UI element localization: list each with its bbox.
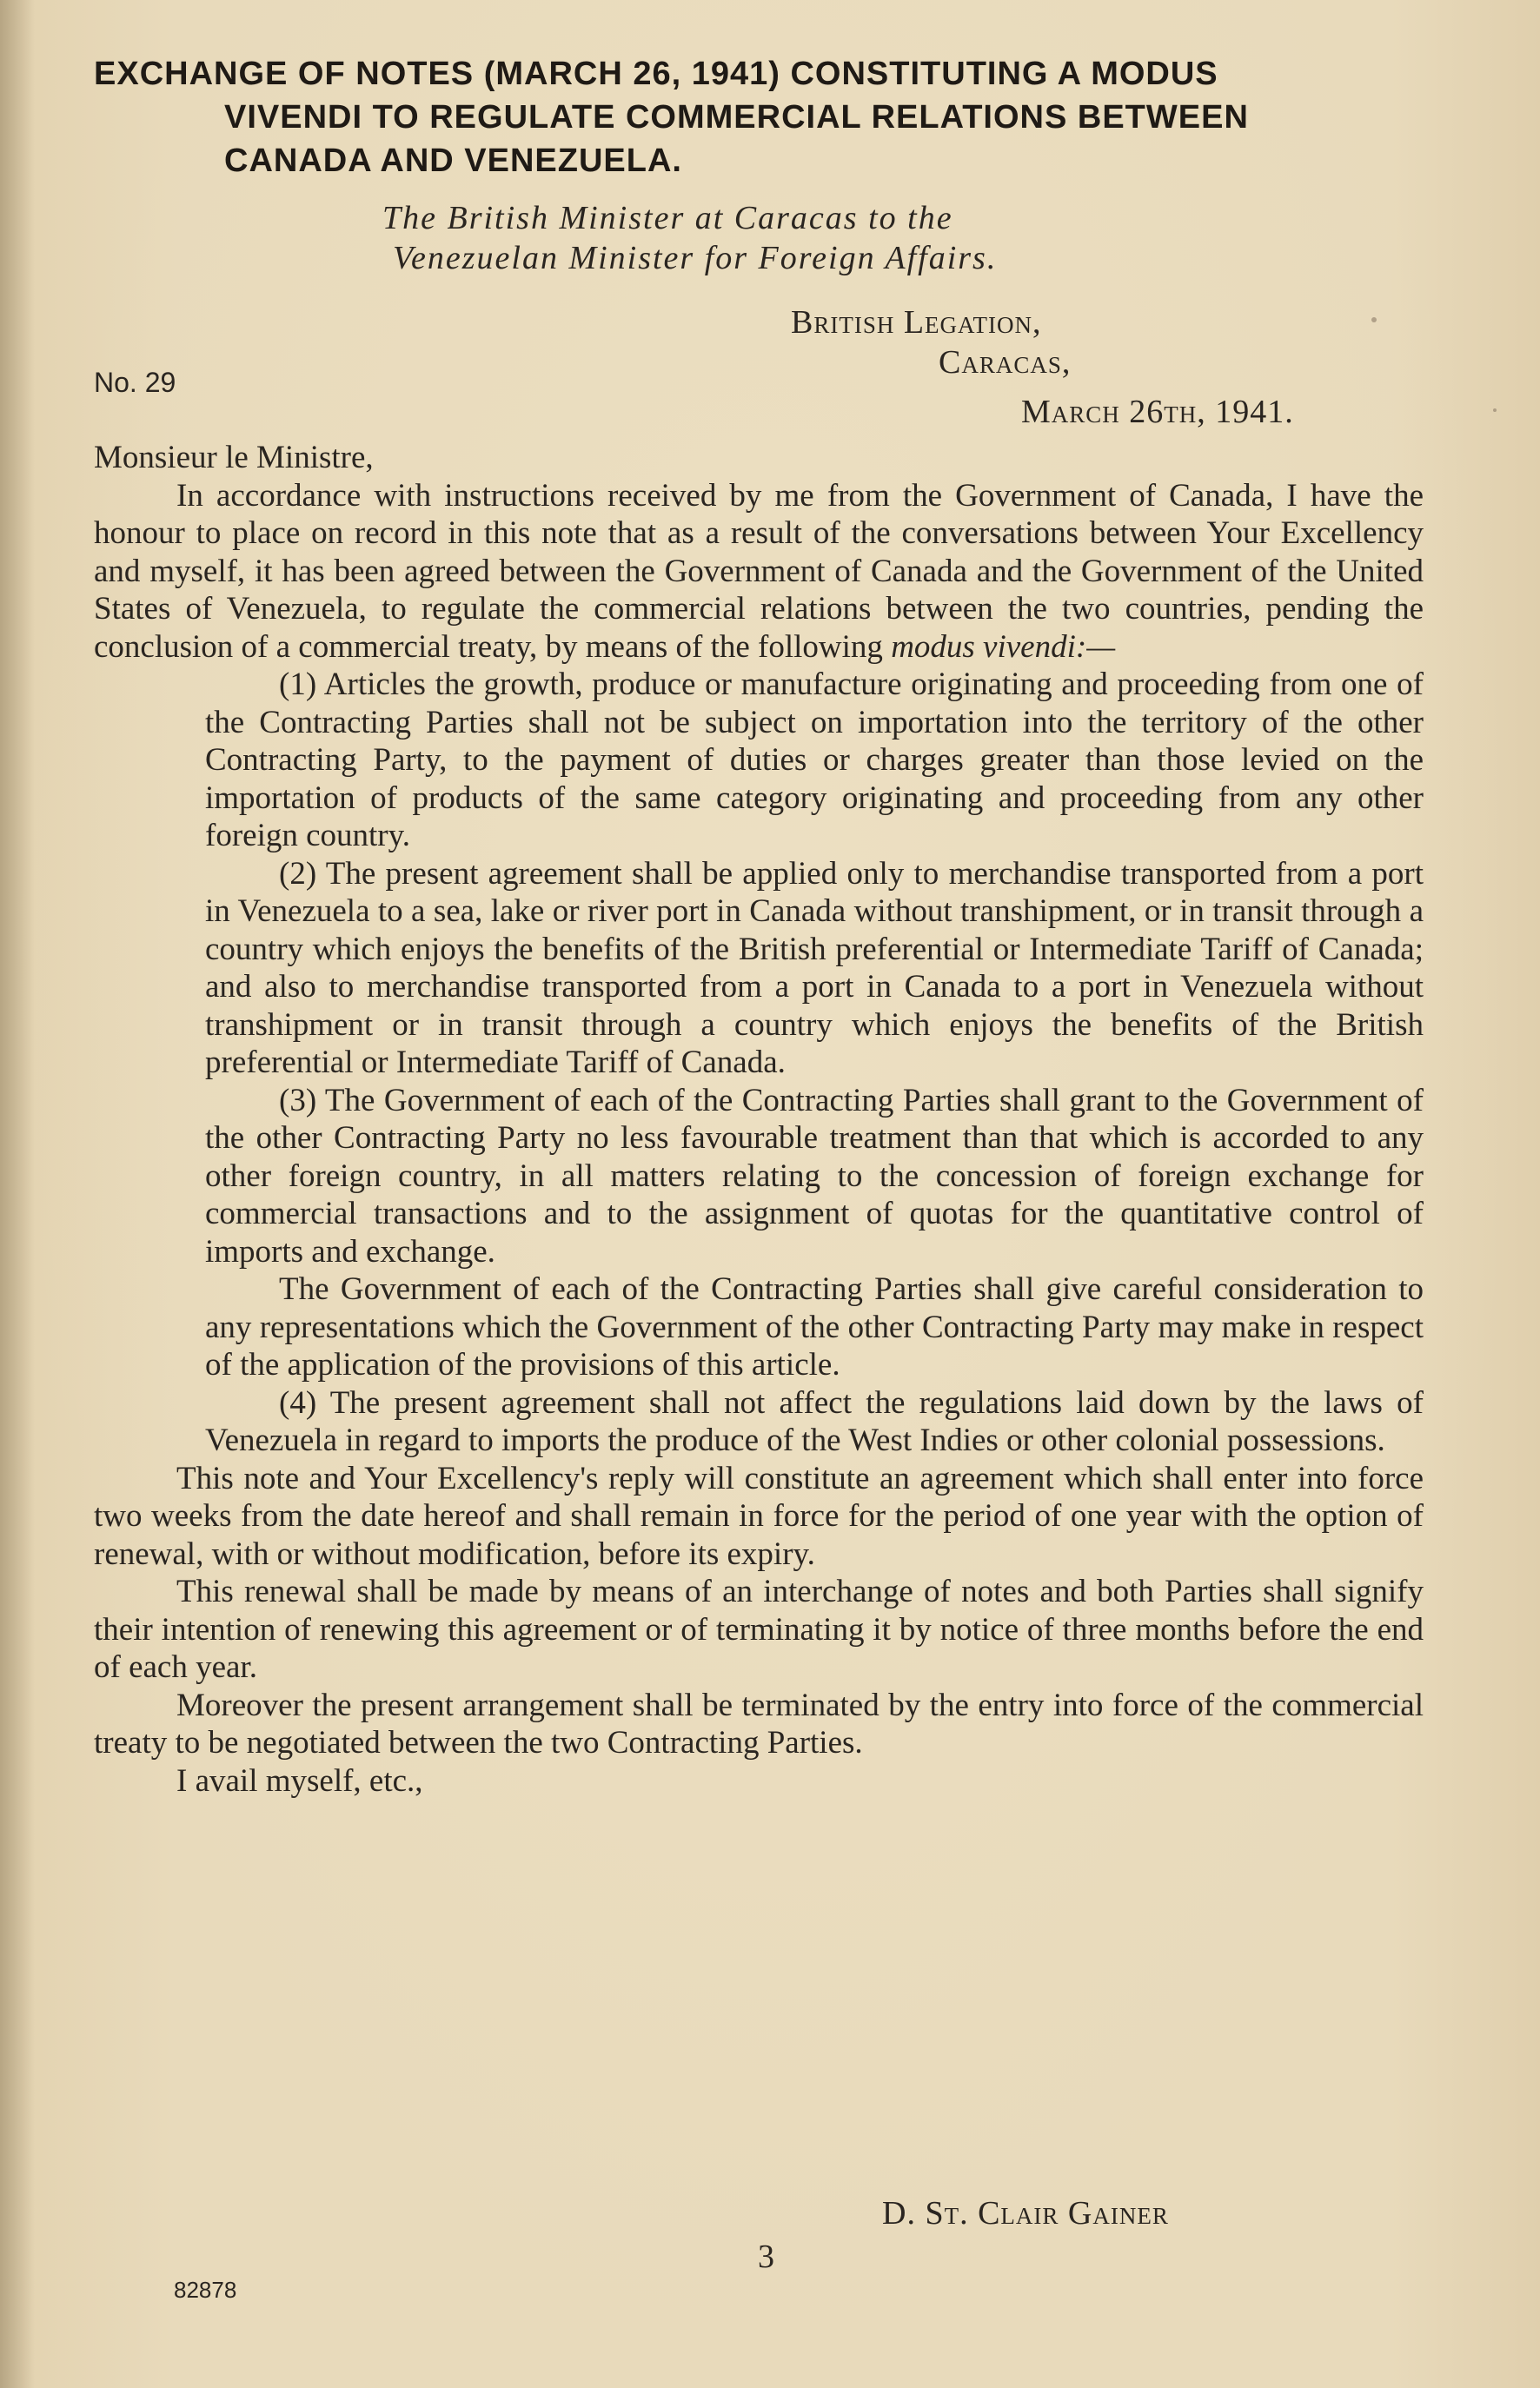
heading-line-3: CANADA AND VENEZUELA. — [224, 143, 682, 179]
letter-date — [1021, 393, 1294, 431]
addressing-line-2: Venezuelan Minister for Foreign Affairs. — [393, 240, 998, 276]
paper-fleck — [1371, 317, 1377, 322]
modus-vivendi: modus vivendi:— — [891, 628, 1116, 665]
document-number: No. 29 — [94, 367, 176, 398]
addressing-line-1: The British Minister at Caracas to the — [382, 200, 953, 236]
legation-address — [791, 302, 1071, 382]
addressing — [382, 198, 1251, 278]
article-4: (4) The present agreement shall not affect the regulations laid down by the laws of Venezuela in regard to imports the produce of the West Indies or other colonial possessions. — [205, 1384, 1424, 1458]
page-number: 3 — [758, 2239, 774, 2275]
closing-formula: I avail myself, etc., — [176, 1762, 423, 1799]
closing-paragraph-1: This note and Your Excellency's reply will constitute an agreement which shall enter into force two weeks from the date hereof and shall remain in force for the period of one year with the option of renewal, with or without modification, before its expiry. — [94, 1460, 1424, 1572]
closing-paragraph-3: Moreover the present arrangement shall be terminated by the entry into force of the commercial treaty to be negotiated between the two Contracting Parties. — [94, 1687, 1424, 1761]
heading-line-2: VIVENDI TO REGULATE COMMERCIAL RELATIONS BETWEEN — [224, 99, 1249, 136]
article-3-continuation: The Government of each of the Contracting Parties shall give careful consideration to any representations which the Government of the other Contracting Party may make in respect of the application of the provisions of this article. — [205, 1271, 1424, 1383]
article-2: (2) The present agreement shall be applied only to merchandise transported from a port in Venezuela to a sea, lake or river port in Canada without transhipment, or in transit through a country which enjoys the benefits of the British preferential or Intermediate Tariff of Canada; and also to merchandise transported from a port in Canada to a port in Venezuela without transhipment or in transit through a country which enjoys the benefits of the British preferential or Intermediate Tariff of Canada. — [205, 855, 1424, 1080]
document-heading — [94, 52, 1415, 182]
article-1: (1) Articles the growth, produce or manufacture originating and proceeding from one of the Contracting Parties shall not be subject on importation into the territory of the other Contracting Party, to the payment of duties or charges greater than those levied on the importation of products of the same category originating and proceeding from any other foreign country. — [205, 667, 1424, 853]
paper-fleck — [1493, 408, 1497, 412]
intro-paragraph — [94, 477, 1424, 667]
heading-line-1: EXCHANGE OF NOTES (MARCH 26, 1941) CONSTITUTING A MODUS — [94, 56, 1218, 92]
salutation: Monsieur le Ministre, — [94, 440, 374, 475]
legation-line-2: Caracas, — [939, 344, 1072, 381]
print-code: 82878 — [174, 2277, 237, 2303]
legation-line-1: British Legation, — [791, 304, 1042, 341]
date-text: March 26th, 1941. — [1021, 394, 1294, 430]
article-3: (3) The Government of each of the Contracting Parties shall grant to the Government of the other Contracting Party no less favourable treatment than that which is accorded to any other foreign country, in all matters relating to the concession of foreign exchange for commercial transactions and to the assignment of quotas for the quantitative control of imports and exchange. — [205, 1082, 1424, 1270]
closing-paragraph-2: This renewal shall be made by means of an interchange of notes and both Parties shall signify their intention of renewing this agreement or of terminating it by notice of three months before the end of each year. — [94, 1574, 1424, 1685]
signature-name: D. St. Clair Gainer — [882, 2195, 1169, 2232]
intro-text: In accordance with instructions received by me from the Government of Canada, I have the honour to place on record in this note that as a result of the conversations between Your Excellency and myself, it has been agreed between the Government of Canada and the Government of the United States of Venezuela, to regulate the commercial relations between the two countries, pending the conclusion of a commercial treaty, by means of the following — [94, 477, 1424, 665]
letter-body — [94, 439, 1424, 1800]
spine-shadow — [0, 0, 35, 2388]
signature — [882, 2194, 1169, 2232]
